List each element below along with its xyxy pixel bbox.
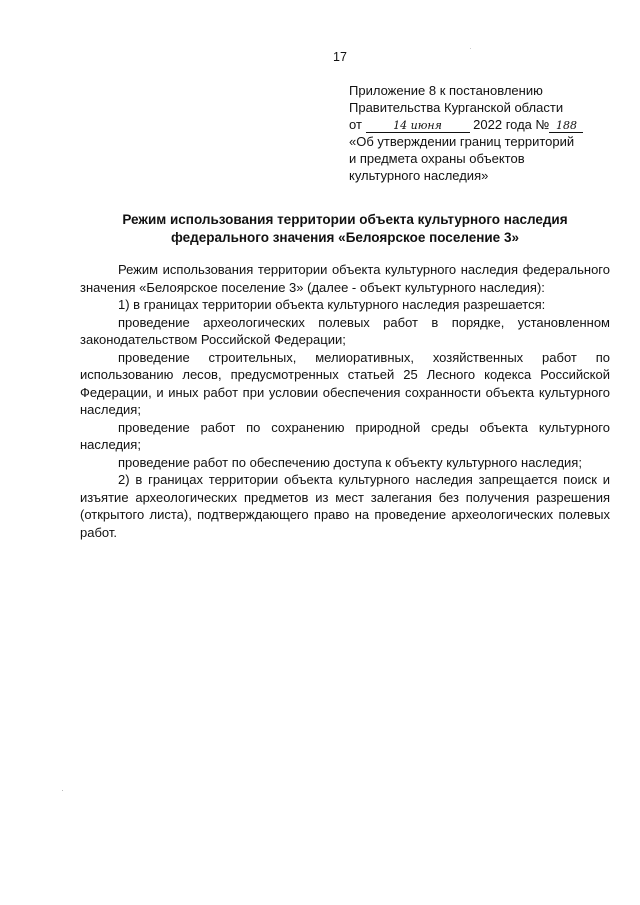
attachment-header (349, 82, 583, 184)
scan-speck (62, 790, 63, 791)
document-body (80, 261, 610, 541)
attachment-line-2: Правительства Курганской области (349, 100, 564, 115)
scan-speck (470, 48, 471, 49)
date-prefix: от (349, 117, 362, 132)
title-line-1: Режим использования территории объекта культурного наследия (122, 212, 568, 227)
paragraph-permitted-heading: 1) в границах территории объекта культурного наследия разрешается: (118, 297, 546, 312)
paragraph-prohibited: 2) в границах территории объекта культурного наследия запрещается поиск и изъятие археологических предметов из мест залегания без получения разрешения (открытого листа), подтверждающего право на проведение археологических полевых работ. (80, 472, 610, 540)
handwritten-date: 14 июня (366, 119, 470, 133)
attachment-line-4: «Об утверждении границ территорий (349, 134, 575, 149)
paragraph-intro: Режим использования территории объекта культурного наследия федерального значения «Белоярское поселение 3» (далее - объект культурного наследия): (80, 262, 610, 295)
attachment-line-5: и предмета охраны объектов (349, 151, 525, 166)
paragraph-permitted-item: проведение археологических полевых работ в порядке, установленном законодательством Российской Федерации; (80, 314, 610, 347)
title-line-2: федерального значения «Белоярское поселение 3» (171, 229, 519, 245)
paragraph-permitted-item: проведение работ по обеспечению доступа к объекту культурного наследия; (118, 454, 582, 470)
attachment-line-6: культурного наследия» (349, 168, 489, 183)
handwritten-number: 188 (549, 119, 583, 133)
paragraph-permitted-item: проведение строительных, мелиоративных, хозяйственных работ по использованию лесов, предусмотренных статьей 25 Лесного кодекса Российской Федерации, и иных работ при условии обеспечения сохранности объекта культурного наследия; (80, 349, 610, 417)
paragraph-permitted-item: проведение работ по сохранению природной среды объекта культурного наследия; (80, 419, 610, 452)
number-prefix: № (535, 117, 550, 132)
page-number: 17 (333, 50, 347, 64)
attachment-date-line (349, 116, 583, 133)
document-title (80, 211, 610, 246)
year-text: 2022 года (473, 117, 532, 132)
attachment-line-1: Приложение 8 к постановлению (349, 83, 543, 98)
